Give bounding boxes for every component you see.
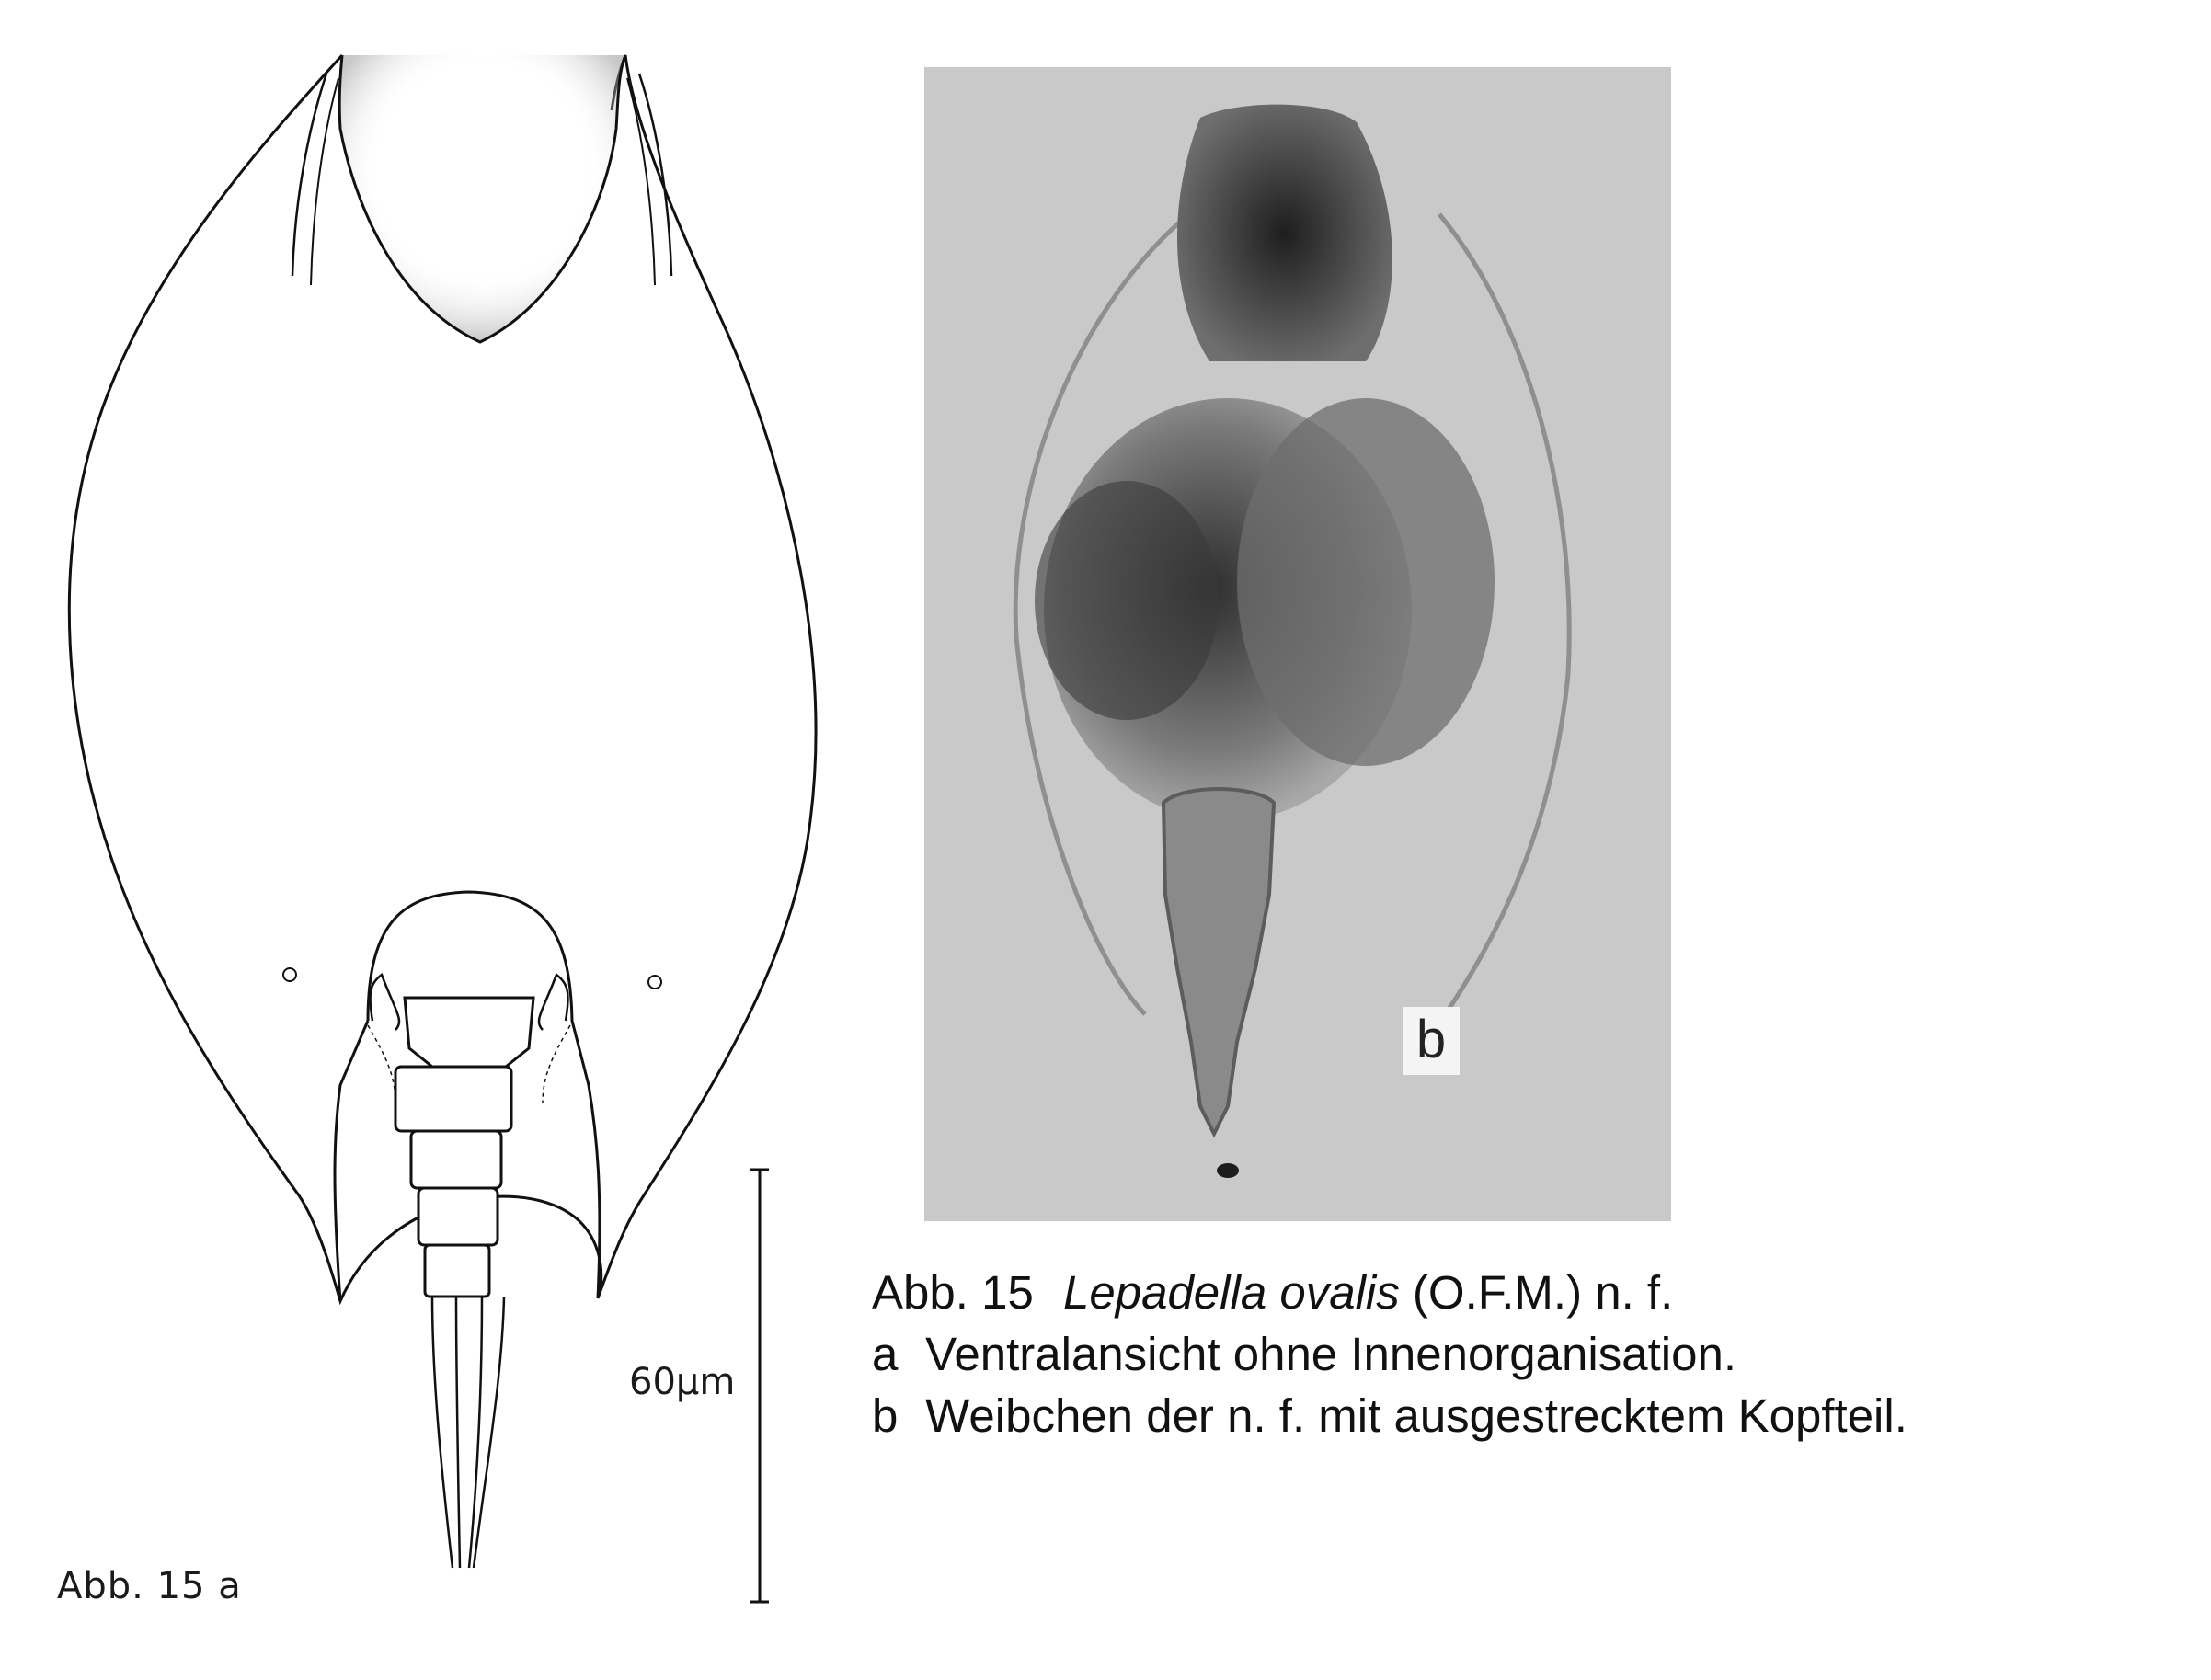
lateral-pore-right bbox=[648, 976, 661, 989]
lateral-pore-left bbox=[283, 968, 296, 981]
figure-a-drawing bbox=[0, 0, 828, 1680]
lorica-drawing bbox=[0, 0, 828, 1680]
caption-item-a bbox=[872, 1323, 1907, 1385]
foot bbox=[395, 998, 533, 1297]
caption-author: (O.F.M.) n. f. bbox=[1412, 1266, 1674, 1319]
caption-item-letter: b bbox=[872, 1389, 899, 1442]
head-opening bbox=[339, 55, 625, 342]
scale-bar-label: 60µm bbox=[629, 1361, 736, 1403]
toes bbox=[432, 1297, 504, 1568]
micrograph-image bbox=[924, 67, 1671, 1221]
caption-title-line bbox=[872, 1262, 1907, 1323]
caption-item-text: Ventralansicht ohne Innenorganisation. bbox=[925, 1328, 1736, 1380]
figure-b-micrograph bbox=[924, 67, 1671, 1221]
caption-species-name: Lepadella ovalis bbox=[1062, 1266, 1400, 1319]
figure-caption bbox=[872, 1262, 1907, 1446]
figure-a-label: Abb. 15 a bbox=[57, 1565, 242, 1607]
caption-figure-number: Abb. 15 bbox=[872, 1266, 1034, 1319]
figure-b-letter: b bbox=[1403, 1007, 1460, 1075]
caption-item-b bbox=[872, 1385, 1907, 1446]
caption-item-letter: a bbox=[872, 1328, 899, 1380]
caption-item-text: Weibchen der n. f. mit ausgestrecktem Kopfteil. bbox=[925, 1389, 1907, 1442]
